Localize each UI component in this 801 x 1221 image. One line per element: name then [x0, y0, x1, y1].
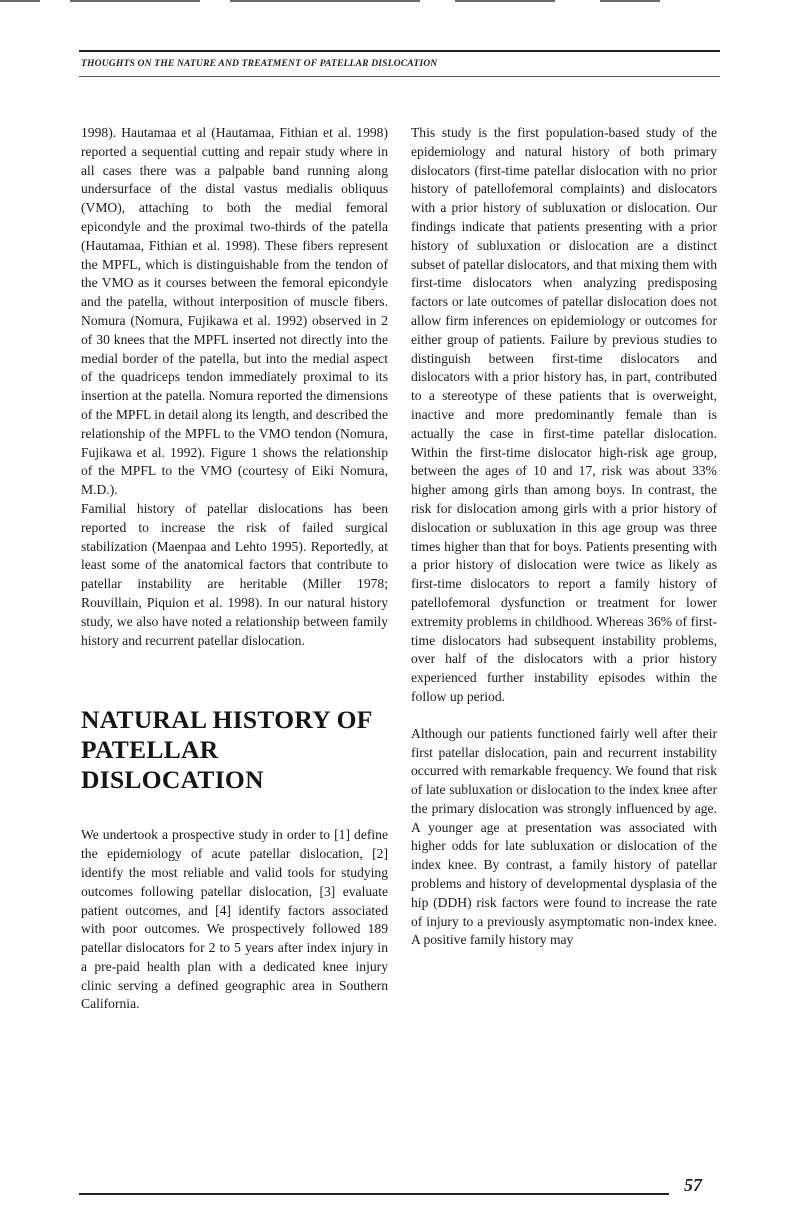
right-column: [411, 124, 717, 950]
left-column: [81, 124, 388, 1014]
left-paragraph-2: Familial history of patellar dislocations has been reported to increase the risk of failed surgical stabilization (Maenpaa and Lehto 1995). Reportedly, at least some of the anatomical factors that contribute to patellar instability are heritable (Miller 1978; Rouvillain, Piquion et al. 1998). In our natural history study, we also have noted a relationship between family history and recurrent patellar dislocation.: [81, 500, 388, 648]
scan-edge-line: [0, 0, 801, 3]
left-paragraph-1: 1998). Hautamaa et al (Hautamaa, Fithian et al. 1998) reported a sequential cutting and repair study where in all cases there was a palpable band running along undersurface of the distal vastus medialis obliquus (VMO), attaching to both the medial femoral epicondyle and the proximal two-thirds of the patella (Hautamaa, Fithian et al. 1998). These fibers represent the MPFL, which is distinguishable from the tendon of the VMO as it courses between the femoral epicondyle and the patella, without interposition of muscle fibers. Nomura (Nomura, Fujikawa et al. 1992) observed in 2 of 30 knees that the MPFL inserted not directly into the medial border of the patella, but into the medial aspect of the quadriceps tendon immediately proximal to its insertion at the patella. Nomura reported the dimensions of the MPFL in detail along its length, and described the relationship of the MPFL to the VMO tendon (Nomura, Fujikawa et al. 1992). Figure 1 shows the relationship of the MPFL to the VMO (courtesy of Eiki Nomura, M.D.).: [81, 125, 388, 498]
section-heading-line-2: PATELLAR DISLOCATION: [81, 735, 264, 795]
right-paragraph-1: This study is the first population-based study of the epidemiology and natural history of both primary dislocators (first-time patellar dislocation with no prior history of patellofemoral complaints) and dislocators with a prior history of subluxation or dislocation. Our findings indicate that patients presenting with a prior history of subluxation or dislocation are a distinct subset of patellar dislocators, and that mixing them with first-time dislocators when analyzing predisposing factors or late outcomes of patellar dislocation does not allow firm inferences on epidemiology or outcomes for either group of patients. Failure by previous studies to distinguish between first-time dislocators and dislocators with a prior history has, in part, contributed to a stereotype of these patients that is overweight, inactive and more predominantly female than is actually the case in first-time patellar dislocation. Within the first-time dislocator high-risk age group, between the ages of 10 and 17, risk was about 33% higher among girls than among boys. In contrast, the risk for dislocation among girls with a prior history of dislocation or subluxation in this age group was three times higher than that for boys. Patients presenting with a prior history of dislocation were twice as likely as first-time dislocators to report a family history of patellofemoral dysfunction or treatment for lower extremity problems in childhood. Whereas 36% of first-time dislocators had subsequent instability problems, over half of the dislocators with a prior history experienced further instability episodes within the follow up period.: [411, 125, 717, 704]
section-heading-line-1: NATURAL HISTORY OF: [81, 705, 373, 735]
footer-rule: [79, 1193, 669, 1195]
header-rule-top: [79, 50, 720, 52]
page-number: 57: [684, 1175, 702, 1195]
header-rule-bottom: [79, 76, 720, 77]
right-paragraph-2: Although our patients functioned fairly well after their first patellar dislocation, pain and recurrent instability occurred with remarkable frequency. We found that risk of late subluxation or dislocation to the index knee after the primary dislocation was strongly influenced by age. A younger age at presentation was associated with higher odds for late subluxation or dislocation of the index knee. By contrast, a family history of patellar problems and history of developmental dysplasia of the hip (DDH) risk factors were found to increase the rate of injury to a previously asymptomatic non-index knee. A positive family history may: [411, 725, 717, 948]
left-paragraph-3: We undertook a prospective study in order to [1] define the epidemiology of acute patellar dislocation, [2] identify the most reliable and valid tools for studying outcomes following patellar dislocation, [3] evaluate patient outcomes, and [4] identify factors associated with poor outcomes. We prospectively followed 189 patellar dislocators for 2 to 5 years after index injury in a pre-paid health plan with a dedicated knee injury clinic serving a defined geographic area in Southern California.: [81, 827, 388, 1012]
section-heading: [81, 705, 388, 795]
running-head: THOUGHTS ON THE NATURE AND TREATMENT OF PATELLAR DISLOCATION: [81, 58, 438, 69]
